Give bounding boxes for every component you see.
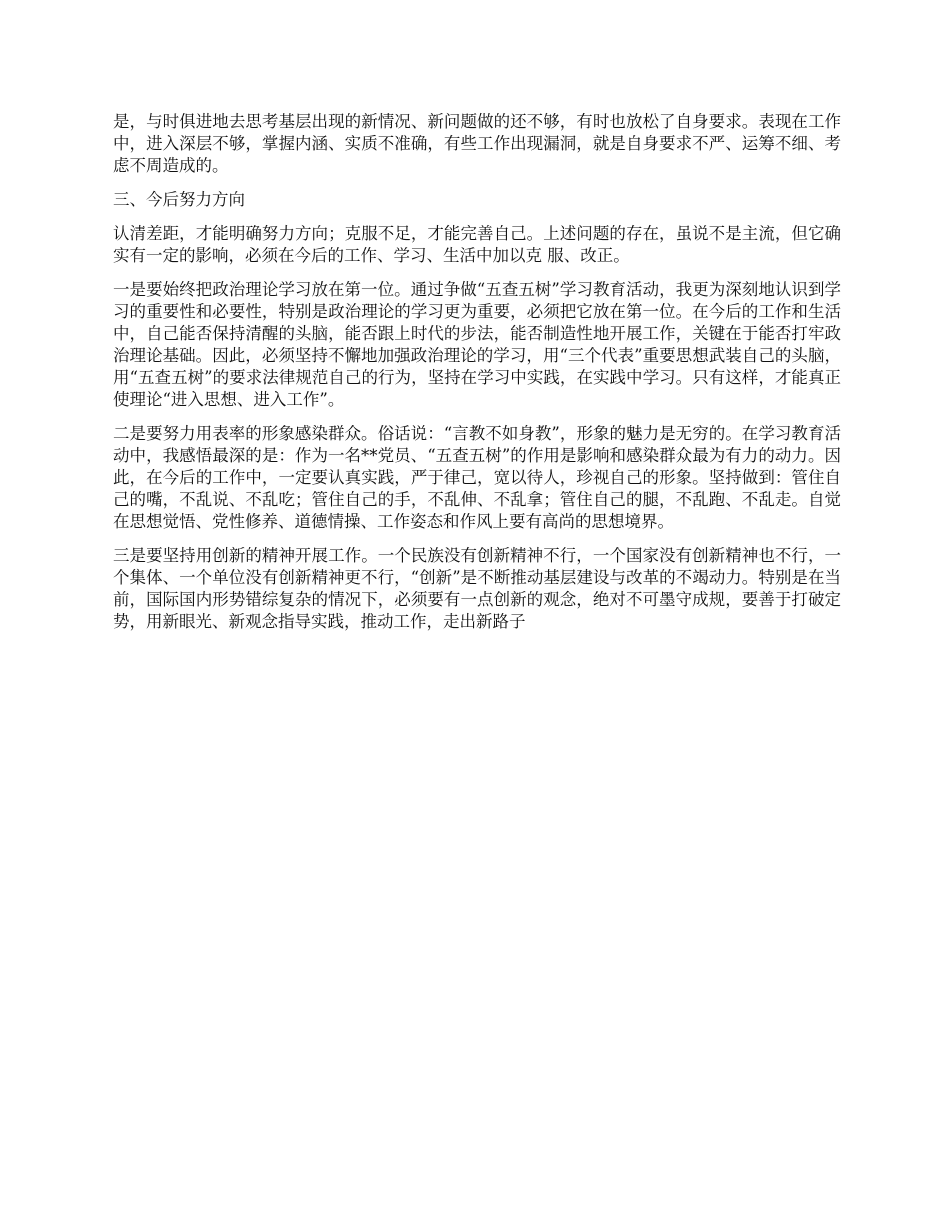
paragraph-intro: 认清差距，才能明确努力方向；克服不足，才能完善自己。上述问题的存在，虽说不是主流，但它确实有一定的影响，必须在今后的工作、学习、生活中加以克 服、改正。 — [113, 224, 841, 265]
document-page — [113, 111, 841, 645]
paragraph-point-three: 三是要坚持用创新的精神开展工作。一个民族没有创新精神不行，一个国家没有创新精神也不行，一个集体、一个单位没有创新精神更不行，“创新”是不断推动基层建设与改革的不竭动力。特别是在当前，国际国内形势错综复杂的情况下，必须要有一点创新的观念，绝对不可墨守成规，要善于打破定势，用新眼光、新观念指导实践，推动工作，走出新路子 — [113, 546, 841, 631]
section-heading: 三、今后努力方向 — [113, 190, 245, 209]
paragraph-continued: 是，与时俱进地去思考基层出现的新情况、新问题做的还不够，有时也放松了自身要求。表现在工作中，进入深层不够，掌握内涵、实质不准确，有些工作出现漏洞，就是自身要求不严、运筹不细、考虑不周造成的。 — [113, 112, 841, 175]
paragraph-point-two: 二是要努力用表率的形象感染群众。俗话说：“言教不如身教”，形象的魅力是无穷的。在学习教育活动中，我感悟最深的是：作为一名**党员、“五查五树”的作用是影响和感染群众最为有力的动力。因此，在今后的工作中，一定要认真实践，严于律己，宽以待人，珍视自己的形象。坚持做到：管住自己的嘴，不乱说、不乱吃；管住自己的手，不乱伸、不乱拿；管住自己的腿，不乱跑、不乱走。自觉在思想觉悟、党性修养、道德情操、工作姿态和作风上要有高尚的思想境界。 — [113, 424, 841, 531]
paragraph-point-one: 一是要始终把政治理论学习放在第一位。通过争做“五查五树”学习教育活动，我更为深刻地认识到学习的重要性和必要性，特别是政治理论的学习更为重要，必须把它放在第一位。在今后的工作和生活中，自己能否保持清醒的头脑，能否跟上时代的步法，能否制造性地开展工作，关键在于能否打牢政治理论基础。因此，必须坚持不懈地加强政治理论的学习，用“三个代表”重要思想武装自己的头脑，用“五查五树”的要求法律规范自己的行为，坚持在学习中实践，在实践中学习。只有这样，才能真正使理论“进入思想、进入工作”。 — [113, 280, 841, 409]
